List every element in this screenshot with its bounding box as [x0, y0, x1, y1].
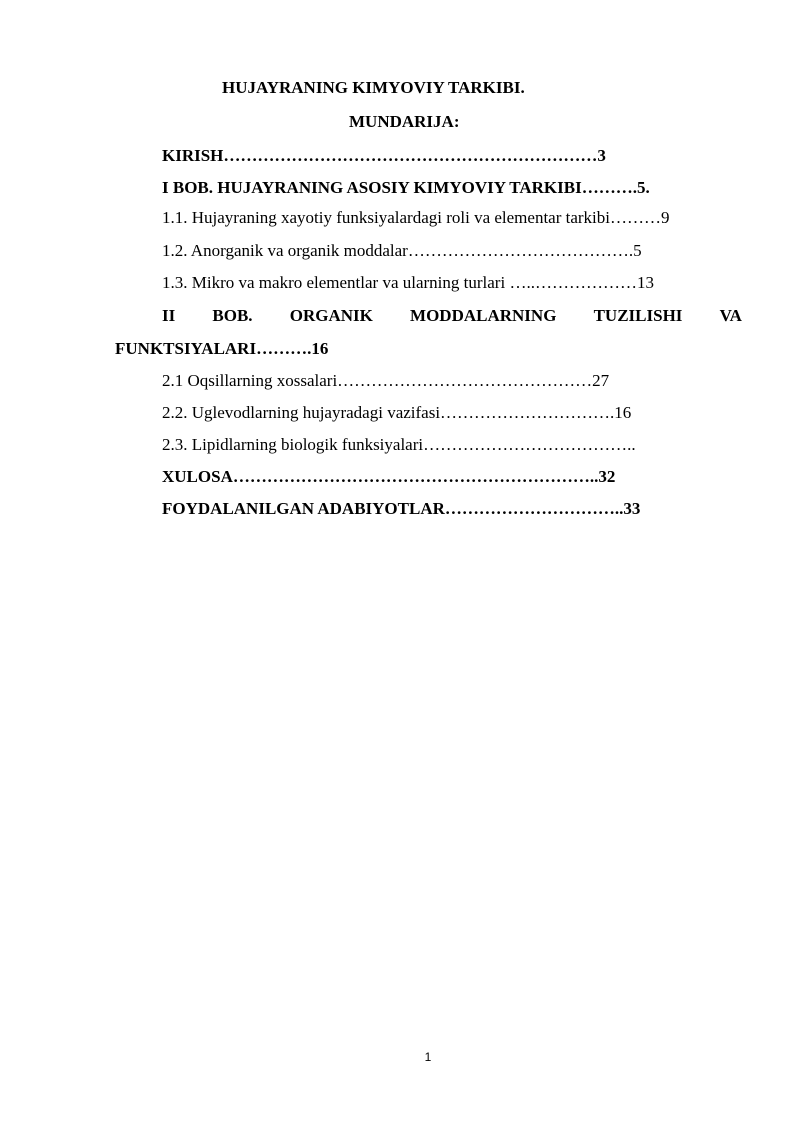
toc-entry-section-1-2: 1.2. Anorganik va organik moddalar………………………………….5: [162, 241, 642, 260]
toc-entry-section-1-1: 1.1. Hujayraning xayotiy funksiyalardagi roli va elementar tarkibi………9: [162, 208, 670, 227]
toc-chapter-2-word: VA: [719, 306, 742, 325]
toc-entry-kirish: KIRISH…………………………………………………………3: [162, 146, 606, 165]
toc-entry-section-1-3: 1.3. Mikro va makro elementlar va ularning turlari …..………………13: [162, 273, 654, 292]
toc-chapter-2-word: MODDALARNING: [410, 306, 557, 325]
toc-chapter-2-word: BOB.: [212, 306, 253, 325]
toc-entry-chapter-2: [162, 306, 742, 326]
toc-entry-section-2-2: 2.2. Uglevodlarning hujayradagi vazifasi………………………….16: [162, 403, 632, 422]
page-number: 1: [424, 1050, 432, 1064]
document-title: HUJAYRANING KIMYOVIY TARKIBI.: [222, 78, 525, 97]
toc-heading: MUNDARIJA:: [349, 112, 460, 131]
toc-entry-chapter-1: I BOB. HUJAYRANING ASOSIY KIMYOVIY TARKIBI……….5.: [162, 178, 650, 197]
toc-chapter-2-word: II: [162, 306, 176, 325]
toc-chapter-2-word: TUZILISHI: [593, 306, 683, 325]
toc-chapter-2-word: ORGANIK: [289, 306, 373, 325]
toc-entry-section-2-1: 2.1 Oqsillarning xossalari………………………………………27: [162, 371, 610, 390]
toc-entry-adabiyotlar: FOYDALANILGAN ADABIYOTLAR…………………………..33: [162, 499, 641, 518]
toc-entry-section-2-3: 2.3. Lipidlarning biologik funksiyalari………………………………..: [162, 435, 636, 454]
toc-entry-xulosa: XULOSA………………………………………………………..32: [162, 467, 616, 486]
toc-entry-chapter-2-continued: FUNKTSIYALARI……….16: [115, 339, 329, 358]
